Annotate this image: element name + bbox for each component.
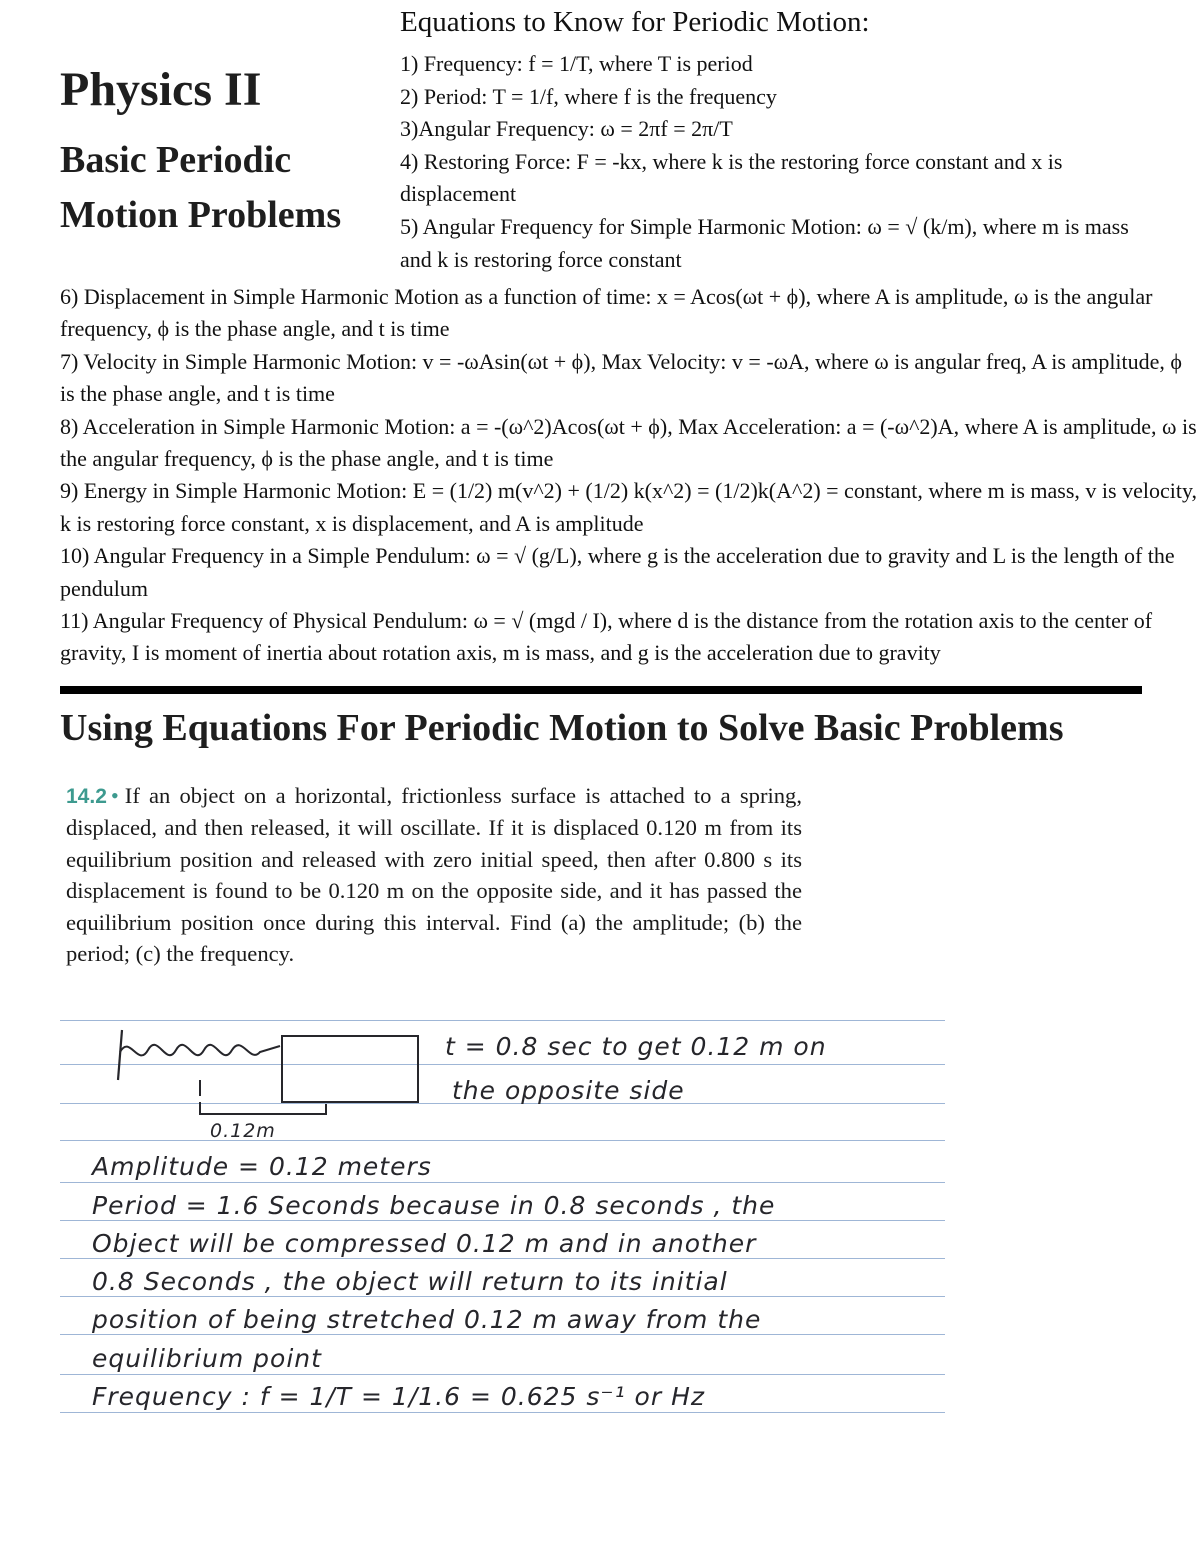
handwritten-line: Frequency : f = 1/T = 1/1.6 = 0.625 s⁻¹ or Hz: [92, 1382, 705, 1411]
equation-item: 8) Acceleration in Simple Harmonic Motion: a = -(ω^2)Acos(ωt + ϕ), Max Acceleration: a = (-ω^2)A, where A is amplitude, ω is the angular frequency, ϕ is the phase angle, and t is time: [60, 413, 1197, 472]
page-subtitle-line1: Basic Periodic: [60, 139, 292, 181]
section-divider: [60, 686, 1142, 694]
handwritten-note-line: the opposite side: [452, 1076, 685, 1105]
problem-statement: [66, 780, 802, 969]
equation-item: 9) Energy in Simple Harmonic Motion: E = (1/2) m(v^2) + (1/2) k(x^2) = (1/2)k(A^2) = constant, where m is mass, v is velocity, k is restoring force constant, x is displacement, and A is amplitude: [60, 478, 1198, 536]
equation-item: 5) Angular Frequency for Simple Harmonic Motion: ω = √ (k/m), where m is mass and k is restoring force constant: [400, 213, 1129, 272]
section-heading: Using Equations For Periodic Motion to Solve Basic Problems: [60, 707, 1064, 749]
notebook-rule: [60, 1334, 945, 1335]
problem-number: 14.2: [66, 785, 107, 808]
equation-item: 6) Displacement in Simple Harmonic Motion as a function of time: x = Acos(ωt + ϕ), where A is amplitude, ω is the angular frequency, ϕ is the phase angle, and t is time: [60, 284, 1153, 342]
notebook-rule: [60, 1296, 945, 1297]
equation-item: 1) Frequency: f = 1/T, where T is period: [400, 51, 753, 76]
handwritten-line: Amplitude = 0.12 meters: [92, 1152, 432, 1181]
problem-text: If an object on a horizontal, frictionless surface is attached to a spring, displaced, and then released, it will oscillate. If it is displaced 0.120 m from its equilibrium position and released with zero initial speed, then after 0.800 s its displacement is found to be 0.120 m on the opposite side, and it has passed the equilibrium position once during this interval. Find (a) the amplitude; (b) the period; (c) the frequency.: [66, 783, 802, 967]
handwritten-note-line: t = 0.8 sec to get 0.12 m on: [445, 1032, 827, 1061]
equation-item: 10) Angular Frequency in a Simple Pendulum: ω = √ (g/L), where g is the acceleration due to gravity and L is the length of the pendulum: [60, 543, 1175, 601]
equation-item: 4) Restoring Force: F = -kx, where k is the restoring force constant and x is displacement: [400, 148, 1063, 207]
handwritten-line: position of being stretched 0.12 m away from the: [92, 1305, 762, 1334]
equations-list-bottom: [60, 281, 1200, 670]
handwritten-line: Period = 1.6 Seconds because in 0.8 seconds , the: [92, 1191, 776, 1220]
page-title: Physics II: [60, 63, 262, 116]
equation-item: 2) Period: T = 1/f, where f is the frequency: [400, 83, 777, 109]
bullet-icon: •: [110, 783, 119, 808]
notebook-rule: [60, 1258, 945, 1259]
notebook-rule: [60, 1182, 945, 1183]
handwritten-line: equilibrium point: [92, 1344, 322, 1373]
equations-heading: Equations to Know for Periodic Motion:: [400, 6, 870, 38]
handwritten-line: Object will be compressed 0.12 m and in another: [92, 1229, 757, 1258]
notebook-rule: [60, 1412, 945, 1413]
notebook-rule: [60, 1220, 945, 1221]
equations-list-top: [400, 48, 1160, 276]
page-subtitle-line2: Motion Problems: [60, 194, 342, 236]
handwritten-solution: [60, 1018, 945, 1438]
handwritten-line: 0.8 Seconds , the object will return to its initial: [92, 1267, 728, 1296]
diagram-label: 0.12m: [210, 1120, 276, 1142]
equation-item: 11) Angular Frequency of Physical Pendulum: ω = √ (mgd / I), where d is the distance from the rotation axis to the center of gravity, I is moment of inertia about rotation axis, m is mass, and g is the acceleration due to gravity: [60, 608, 1153, 666]
notebook-rule: [60, 1374, 945, 1375]
equation-item: 7) Velocity in Simple Harmonic Motion: v = -ωAsin(ωt + ϕ), Max Velocity: v = -ωA, where ω is angular freq, A is amplitude, ϕ is the phase angle, and t is time: [60, 348, 1182, 407]
equation-item: 3)Angular Frequency: ω = 2πf = 2π/T: [400, 116, 733, 142]
